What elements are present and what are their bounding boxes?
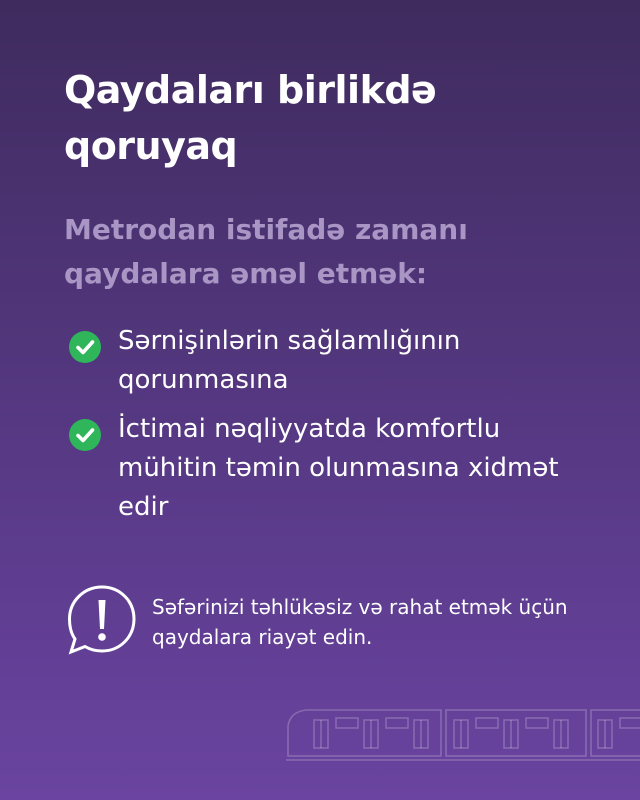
list-item	[64, 410, 604, 527]
check-circle-icon	[69, 419, 101, 451]
page-title: Qaydaları birlikdə qoruyaq	[64, 68, 437, 168]
list-item-text: İctimai nəqliyyatda komfortlu mühitin təmin olunmasına xidmət edir	[118, 414, 559, 522]
notice-box	[66, 584, 586, 664]
list-item-text: Sərnişinlərin sağlamlığının qorunmasına	[118, 326, 461, 395]
exclamation-speech-bubble-icon	[66, 584, 138, 656]
check-circle-icon	[69, 331, 101, 363]
metro-train-illustration	[286, 704, 640, 764]
subtitle: Metrodan istifadə zamanı qaydalara əməl etmək:	[64, 213, 468, 290]
notice-text: Səfərinizi təhlükəsiz və rahat etmək üçün qaydalara riayət edin.	[152, 595, 568, 649]
benefit-list	[64, 322, 604, 537]
list-item	[64, 322, 604, 400]
